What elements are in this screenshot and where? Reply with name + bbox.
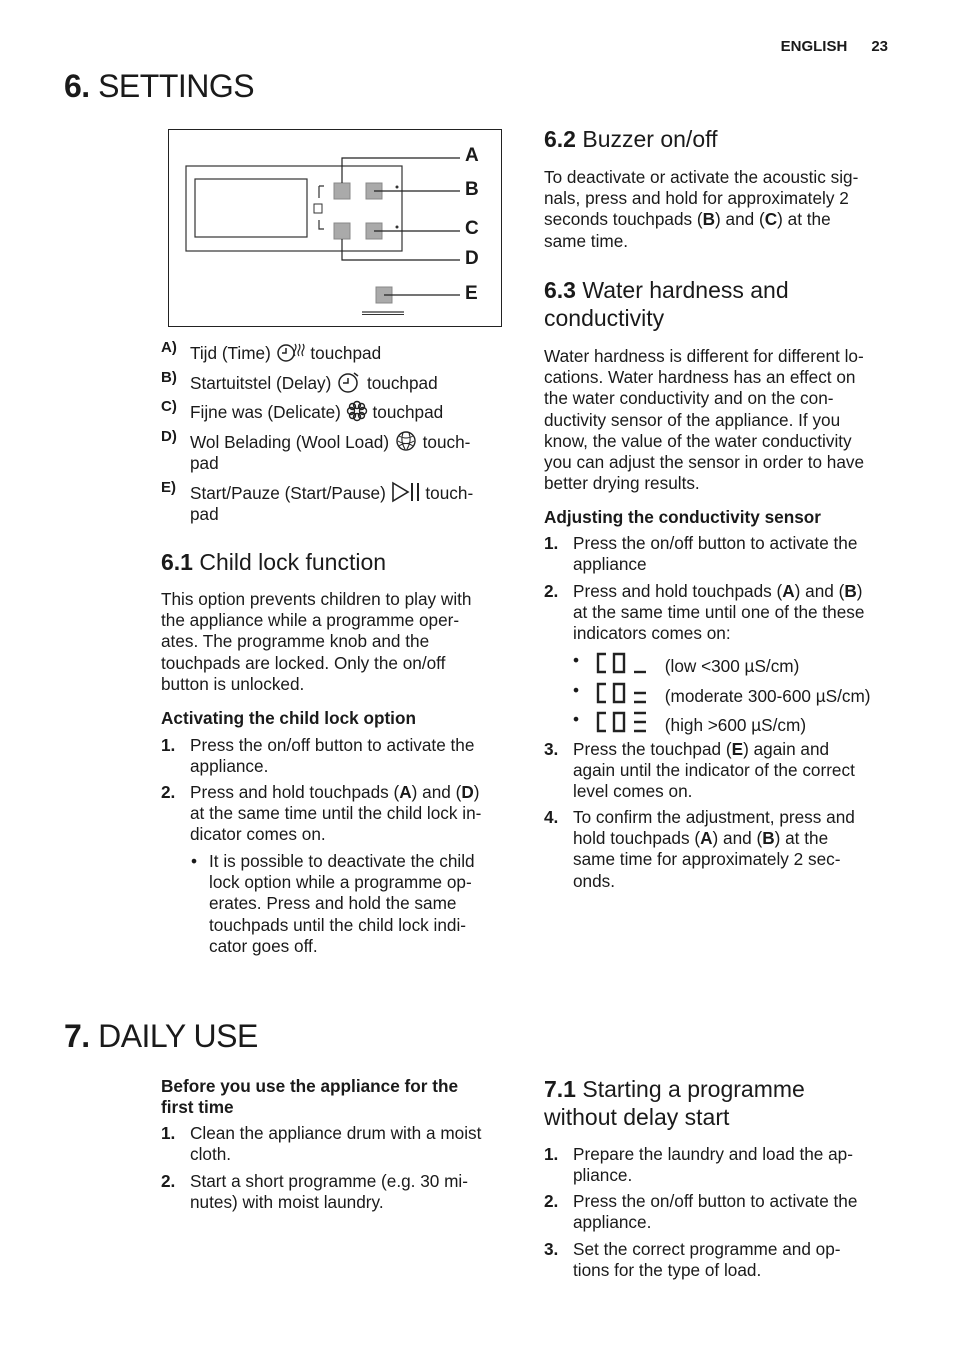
delay-timer-icon — [336, 371, 362, 393]
seven-segment-moderate-icon — [592, 682, 648, 706]
subsection-number: 6.2 — [544, 126, 576, 152]
text-fragment: ) and ( — [715, 209, 765, 230]
text-fragment: ) and ( — [712, 828, 763, 849]
bullet-dot: • — [573, 650, 580, 670]
buzzer-description — [544, 167, 858, 252]
child-lock-step-2 — [161, 782, 482, 846]
text-line: appliance. — [190, 756, 269, 777]
text-line: same time. — [544, 230, 629, 251]
key-letter: B — [844, 581, 857, 601]
step-number: 1. — [161, 735, 176, 755]
subsection-number: 6.3 — [544, 277, 576, 303]
text-line: Clean the appliance drum with a moist — [190, 1123, 482, 1143]
text-line: touchpads are locked. Only the on/off — [161, 652, 446, 673]
subsection-title-text: Water hardness and — [582, 277, 789, 303]
conductivity-subheading: Adjusting the conductivity sensor — [544, 507, 821, 527]
text-line — [544, 209, 858, 230]
legend-key: C) — [161, 398, 177, 415]
key-letter: B — [762, 828, 775, 849]
text-line: Before you use the appliance for the — [161, 1076, 459, 1096]
indicator-high — [573, 709, 807, 736]
text-fragment: ) again and — [743, 739, 830, 759]
subsection-title-text: Buzzer on/off — [582, 126, 718, 152]
text-fragment: ) and ( — [411, 782, 462, 802]
text-line: level comes on. — [573, 781, 693, 802]
section-title-text: DAILY USE — [98, 1018, 258, 1054]
subsection-title-buzzer — [544, 125, 717, 153]
text-line — [573, 581, 864, 602]
diagram-label-d: D — [465, 248, 479, 269]
text-line: lock option while a programme op- — [209, 872, 472, 893]
text-line: the water conductivity and on the con- — [544, 388, 834, 409]
text-line: Water hardness is different for different lo- — [544, 346, 864, 366]
legend-suffix-cont: pad — [190, 453, 219, 474]
text-fragment: ) — [473, 782, 480, 802]
legend-suffix: touch- — [422, 432, 471, 452]
text-fragment: Press and hold touchpads ( — [573, 581, 783, 601]
legend-text: Tijd (Time) — [190, 343, 271, 363]
start-step-3 — [544, 1239, 841, 1281]
text-line: button is unlocked. — [161, 673, 305, 694]
child-lock-description — [161, 589, 472, 695]
text-line: know, the value of the water conductivity — [544, 430, 852, 451]
text-line: nals, press and hold for approximately 2 — [544, 188, 849, 209]
legend-suffix: touchpad — [310, 343, 382, 363]
diagram-label-e: E — [465, 283, 478, 304]
section-title-text: SETTINGS — [98, 68, 255, 104]
text-line: touchpads until the child lock indi- — [209, 914, 467, 935]
start-pause-icon — [391, 481, 421, 503]
text-line: pliance. — [573, 1165, 633, 1186]
text-line: This option prevents children to play with — [161, 589, 472, 609]
start-step-2 — [544, 1191, 858, 1233]
step-number: 3. — [544, 1239, 559, 1259]
text-line: onds. — [573, 870, 616, 891]
key-letter: E — [731, 739, 744, 759]
legend-item-b — [161, 369, 438, 394]
delicate-flower-icon — [346, 400, 368, 422]
section-number: 6. — [64, 68, 90, 104]
text-line: indicators comes on: — [573, 623, 731, 644]
seven-segment-high-icon — [592, 711, 648, 735]
text-fragment: seconds touchpads ( — [544, 209, 703, 230]
child-lock-subheading: Activating the child lock option — [161, 708, 416, 728]
conductivity-step-1 — [544, 533, 858, 575]
key-letter: A — [700, 828, 713, 849]
text-fragment: ) and ( — [794, 581, 845, 601]
text-line: nutes) with moist laundry. — [190, 1192, 384, 1213]
text-line: ates. The programme knob and the — [161, 631, 430, 652]
text-line: again until the indicator of the correct — [573, 760, 855, 781]
text-line: cations. Water hardness has an effect on — [544, 367, 856, 388]
legend-key: B) — [161, 369, 177, 386]
text-line: appliance — [573, 554, 647, 575]
first-use-step-2 — [161, 1171, 468, 1213]
text-line: same time for approximately 2 sec- — [573, 849, 841, 870]
indicator-moderate — [573, 680, 871, 707]
diagram-label-a: A — [465, 145, 479, 166]
step-number: 1. — [544, 533, 559, 553]
bullet-dot: • — [191, 851, 198, 871]
legend-text: Wol Belading (Wool Load) — [190, 432, 390, 452]
step-number: 2. — [544, 581, 559, 601]
step-number: 2. — [161, 1171, 176, 1191]
text-line: cator goes off. — [209, 935, 318, 956]
seven-segment-low-icon — [592, 652, 648, 676]
text-line: It is possible to deactivate the child — [209, 851, 475, 871]
page-number: 23 — [871, 38, 888, 55]
key-letter: C — [764, 209, 778, 230]
indicator-low — [573, 650, 800, 677]
section-number: 7. — [64, 1018, 90, 1054]
indicator-text: (low <300 µS/cm) — [664, 656, 800, 676]
subsection-title-start-programme — [544, 1075, 805, 1131]
text-line: dicator comes on. — [190, 824, 326, 845]
text-line: Set the correct programme and op- — [573, 1239, 841, 1259]
text-line: Start a short programme (e.g. 30 mi- — [190, 1171, 468, 1191]
text-line: To confirm the adjustment, press and — [573, 807, 855, 827]
child-lock-step-1 — [161, 735, 475, 777]
text-fragment: ) at the — [774, 828, 829, 849]
subsection-title-water — [544, 276, 789, 332]
text-line: you can adjust the sensor in order to have — [544, 452, 865, 473]
text-fragment: ) — [856, 581, 863, 601]
subsection-title-child-lock — [161, 548, 386, 576]
step-number: 1. — [161, 1123, 176, 1143]
control-panel-diagram — [168, 129, 502, 327]
legend-suffix-cont: pad — [190, 504, 219, 525]
legend-key: D) — [161, 428, 177, 445]
text-line — [573, 828, 855, 849]
legend-item-d — [161, 428, 510, 474]
legend-key: A) — [161, 339, 177, 356]
conductivity-step-3 — [544, 739, 855, 803]
text-line: at the same time until the child lock in- — [190, 803, 482, 824]
key-letter: A — [399, 782, 412, 802]
legend-item-a — [161, 339, 382, 364]
legend-suffix: touch- — [425, 483, 474, 503]
text-line — [190, 782, 481, 803]
time-icon — [276, 341, 306, 363]
panel-svg — [168, 129, 502, 327]
text-fragment: Press and hold touchpads ( — [190, 782, 400, 802]
key-letter: A — [782, 581, 795, 601]
text-line: appliance. — [573, 1212, 652, 1233]
diagram-label-b: B — [465, 179, 479, 200]
page-header — [757, 38, 888, 55]
diagram-label-c: C — [465, 218, 479, 239]
legend-item-e — [161, 479, 510, 525]
text-line: at the same time until one of the these — [573, 602, 865, 623]
text-fragment: hold touchpads ( — [573, 828, 701, 849]
legend-suffix: touchpad — [372, 402, 444, 422]
subsection-number: 7.1 — [544, 1076, 576, 1102]
legend-text: Start/Pauze (Start/Pause) — [190, 483, 386, 503]
step-number: 4. — [544, 807, 559, 827]
subsection-number: 6.1 — [161, 549, 193, 575]
legend-suffix: touchpad — [366, 373, 438, 393]
text-line: ductivity sensor of the appliance. If you — [544, 409, 841, 430]
conductivity-step-4 — [544, 807, 855, 892]
text-line: the appliance while a programme oper- — [161, 610, 460, 631]
first-use-subheading — [161, 1076, 458, 1118]
text-fragment: ) at the — [777, 209, 831, 230]
text-line: Press the on/off button to activate the — [573, 533, 858, 553]
legend-text: Startuitstel (Delay) — [190, 373, 332, 393]
text-line: better drying results. — [544, 473, 700, 494]
start-step-1 — [544, 1144, 853, 1186]
bullet-dot: • — [573, 709, 580, 729]
step-number: 1. — [544, 1144, 559, 1164]
subsection-title-text: Child lock function — [199, 549, 387, 575]
step-number: 2. — [161, 782, 176, 802]
step-number: 2. — [544, 1191, 559, 1211]
water-description — [544, 346, 864, 494]
first-use-step-1 — [161, 1123, 482, 1165]
subsection-title-text: without delay start — [544, 1104, 730, 1130]
legend-key: E) — [161, 479, 176, 496]
child-lock-note — [191, 851, 475, 957]
text-line: Press the on/off button to activate the — [190, 735, 475, 755]
legend-text: Fijne was (Delicate) — [190, 402, 341, 422]
wool-ball-icon — [394, 430, 418, 452]
key-letter: B — [702, 209, 716, 230]
indicator-text: (moderate 300-600 µS/cm) — [664, 686, 871, 706]
text-line: Press the on/off button to activate the — [573, 1191, 858, 1211]
subsection-title-text: Starting a programme — [582, 1076, 805, 1102]
indicator-text: (high >600 µS/cm) — [664, 715, 807, 735]
bullet-dot: • — [573, 680, 580, 700]
language-label: ENGLISH — [780, 38, 848, 55]
section-title-settings — [64, 68, 254, 105]
key-letter: D — [461, 782, 474, 802]
step-number: 3. — [544, 739, 559, 759]
subsection-title-text: conductivity — [544, 305, 665, 331]
text-line: erates. Press and hold the same — [209, 893, 457, 914]
text-line: To deactivate or activate the acoustic sig- — [544, 167, 859, 187]
section-title-daily-use — [64, 1018, 258, 1055]
text-fragment: Press the touchpad ( — [573, 739, 732, 759]
text-line: cloth. — [190, 1144, 232, 1165]
text-line — [573, 739, 855, 760]
text-line: first time — [161, 1097, 234, 1118]
conductivity-step-2 — [544, 581, 865, 645]
text-line: tions for the type of load. — [573, 1260, 762, 1281]
text-line: Prepare the laundry and load the ap- — [573, 1144, 853, 1164]
legend-item-c — [161, 398, 444, 423]
